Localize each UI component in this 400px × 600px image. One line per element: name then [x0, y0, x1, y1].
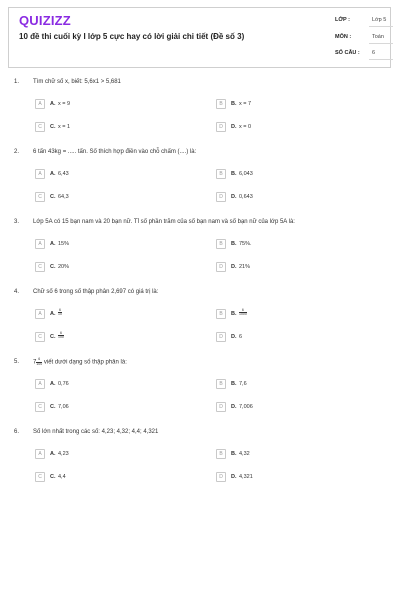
- question-number: 3.: [14, 219, 20, 225]
- option-a[interactable]: [35, 99, 175, 110]
- option-letter: D.: [231, 193, 237, 200]
- option-d[interactable]: [216, 122, 356, 133]
- fraction-numerator: 6: [59, 330, 62, 335]
- option-letter: A.: [50, 100, 56, 107]
- option-letter: C.: [50, 473, 56, 480]
- option-b[interactable]: [216, 99, 356, 110]
- question-number: 5.: [14, 359, 20, 365]
- option-checkbox[interactable]: D: [216, 262, 226, 272]
- option-d[interactable]: [216, 472, 356, 483]
- meta-class-value: Lớp 5: [372, 17, 387, 23]
- option-checkbox[interactable]: C: [35, 122, 45, 132]
- meta-subject: [335, 34, 393, 46]
- option-text: 6,43: [58, 170, 69, 177]
- option-c[interactable]: [35, 402, 175, 413]
- question-number: 6.: [14, 429, 20, 435]
- option-c[interactable]: [35, 122, 175, 133]
- mixed-number-whole: 7: [33, 359, 37, 366]
- option-a[interactable]: [35, 239, 175, 250]
- option-b[interactable]: [216, 169, 356, 180]
- fraction-denominator: 1000: [239, 312, 247, 316]
- quiz-header: [8, 7, 391, 68]
- option-b[interactable]: [216, 449, 356, 460]
- option-text: 0,76: [58, 380, 69, 387]
- meta-class: [335, 17, 393, 29]
- option-checkbox[interactable]: A: [35, 99, 45, 109]
- option-letter: C.: [50, 123, 56, 130]
- option-letter: B.: [231, 240, 237, 247]
- meta-count-label: SỐ CÂU :: [335, 50, 360, 56]
- meta-divider: [369, 59, 393, 60]
- meta-divider: [369, 43, 393, 44]
- question-text: Lớp 5A có 15 bạn nam và 20 bạn nữ. Tỉ số phần trăm của số bạn nam và số bạn nữ của lớp 5A là:: [33, 219, 295, 225]
- question-text-suffix: viết dưới dạng số thập phân là:: [42, 359, 127, 366]
- option-letter: B.: [231, 450, 237, 457]
- option-text: 20%: [58, 263, 70, 270]
- option-c[interactable]: [35, 192, 175, 203]
- option-text: 75%.: [239, 240, 252, 247]
- option-letter: A.: [50, 380, 56, 387]
- option-text: 4,32: [239, 450, 250, 457]
- option-checkbox[interactable]: D: [216, 192, 226, 202]
- option-d[interactable]: [216, 192, 356, 203]
- option-letter: A.: [50, 240, 56, 247]
- option-fraction: [239, 309, 247, 317]
- option-letter: B.: [231, 170, 237, 177]
- question-number: 2.: [14, 149, 20, 155]
- option-letter: B.: [231, 310, 237, 317]
- option-checkbox[interactable]: D: [216, 402, 226, 412]
- quiz-title: 10 đề thi cuối kỳ I lớp 5 cực hay có lời giải chi tiết (Đề số 3): [19, 32, 245, 41]
- question-text: Tìm chữ số x, biết: 5,6x1 > 5,681: [33, 79, 121, 85]
- option-checkbox[interactable]: B: [216, 99, 226, 109]
- question-text: 6 tấn 43kg = ..... tấn. Số thích hợp điền vào chỗ chấm (....) là:: [33, 149, 197, 155]
- meta-subject-label: MÔN :: [335, 34, 352, 40]
- option-fraction: [58, 309, 62, 317]
- fraction-numerator: 6: [239, 309, 247, 314]
- question-number: 1.: [14, 79, 20, 85]
- option-checkbox[interactable]: B: [216, 449, 226, 459]
- option-letter: C.: [50, 333, 56, 340]
- option-letter: D.: [231, 333, 237, 340]
- fraction-numerator: 6: [58, 307, 61, 312]
- option-text: 7,06: [58, 403, 69, 410]
- option-c[interactable]: [35, 472, 175, 483]
- option-letter: A.: [50, 310, 56, 317]
- option-text: x = 1: [58, 123, 71, 130]
- meta-count-value: 6: [372, 50, 376, 56]
- option-checkbox[interactable]: D: [216, 472, 226, 482]
- question-text: Chữ số 6 trong số thập phân 2,697 có giá trị là:: [33, 289, 159, 295]
- option-c[interactable]: [35, 332, 175, 343]
- meta-divider: [369, 26, 393, 27]
- option-checkbox[interactable]: C: [35, 332, 45, 342]
- quizizz-logo: QUIZIZZ: [19, 13, 71, 28]
- option-d[interactable]: [216, 262, 356, 273]
- option-a[interactable]: [35, 449, 175, 460]
- option-checkbox[interactable]: B: [216, 379, 226, 389]
- fraction-numerator: 6: [38, 357, 41, 361]
- question-number: 4.: [14, 289, 20, 295]
- option-text: 0,643: [239, 193, 253, 200]
- option-letter: D.: [231, 473, 237, 480]
- option-letter: C.: [50, 263, 56, 270]
- option-b[interactable]: [216, 379, 356, 390]
- option-checkbox[interactable]: C: [35, 472, 45, 482]
- option-letter: D.: [231, 403, 237, 410]
- option-text: 4,23: [58, 450, 69, 457]
- meta-subject-value: Toán: [372, 34, 384, 40]
- option-b[interactable]: [216, 309, 356, 320]
- option-letter: A.: [50, 170, 56, 177]
- option-checkbox[interactable]: B: [216, 309, 226, 319]
- option-checkbox[interactable]: A: [35, 449, 45, 459]
- option-text: 15%: [58, 240, 70, 247]
- option-checkbox[interactable]: A: [35, 309, 45, 319]
- option-text: 6,043: [239, 170, 253, 177]
- option-d[interactable]: [216, 332, 356, 343]
- option-checkbox[interactable]: C: [35, 402, 45, 412]
- option-checkbox[interactable]: D: [216, 122, 226, 132]
- option-letter: C.: [50, 403, 56, 410]
- option-text: 4,321: [239, 473, 253, 480]
- option-c[interactable]: [35, 262, 175, 273]
- option-letter: C.: [50, 193, 56, 200]
- option-text: x = 0: [239, 123, 252, 130]
- option-checkbox[interactable]: B: [216, 239, 226, 249]
- option-a[interactable]: [35, 379, 175, 390]
- option-a[interactable]: [35, 169, 175, 180]
- option-d[interactable]: [216, 402, 356, 413]
- option-text: 7,006: [239, 403, 253, 410]
- option-checkbox[interactable]: B: [216, 169, 226, 179]
- option-b[interactable]: [216, 239, 356, 250]
- option-checkbox[interactable]: C: [35, 192, 45, 202]
- fraction-denominator: 100: [58, 335, 64, 339]
- option-text: x = 9: [58, 100, 71, 107]
- question-text: [33, 358, 127, 366]
- option-fraction: [58, 332, 64, 340]
- option-a[interactable]: [35, 309, 175, 320]
- fraction-denominator: 10: [58, 312, 62, 316]
- option-letter: B.: [231, 100, 237, 107]
- option-checkbox[interactable]: A: [35, 379, 45, 389]
- option-checkbox[interactable]: A: [35, 169, 45, 179]
- option-checkbox[interactable]: A: [35, 239, 45, 249]
- option-letter: A.: [50, 450, 56, 457]
- option-text: 7,6: [239, 380, 247, 387]
- option-checkbox[interactable]: D: [216, 332, 226, 342]
- fraction-denominator: 100: [36, 361, 43, 366]
- option-text: 21%: [239, 263, 251, 270]
- option-checkbox[interactable]: C: [35, 262, 45, 272]
- meta-class-label: LỚP :: [335, 17, 350, 23]
- option-letter: B.: [231, 380, 237, 387]
- option-text: x = 7: [239, 100, 252, 107]
- option-text: 4,4: [58, 473, 66, 480]
- meta-count: [335, 50, 393, 62]
- option-letter: D.: [231, 263, 237, 270]
- option-text: 64,3: [58, 193, 69, 200]
- question-text: Số lớn nhất trong các số: 4,23; 4,32; 4,4; 4,321: [33, 429, 159, 435]
- option-text: 6: [239, 333, 243, 340]
- option-letter: D.: [231, 123, 237, 130]
